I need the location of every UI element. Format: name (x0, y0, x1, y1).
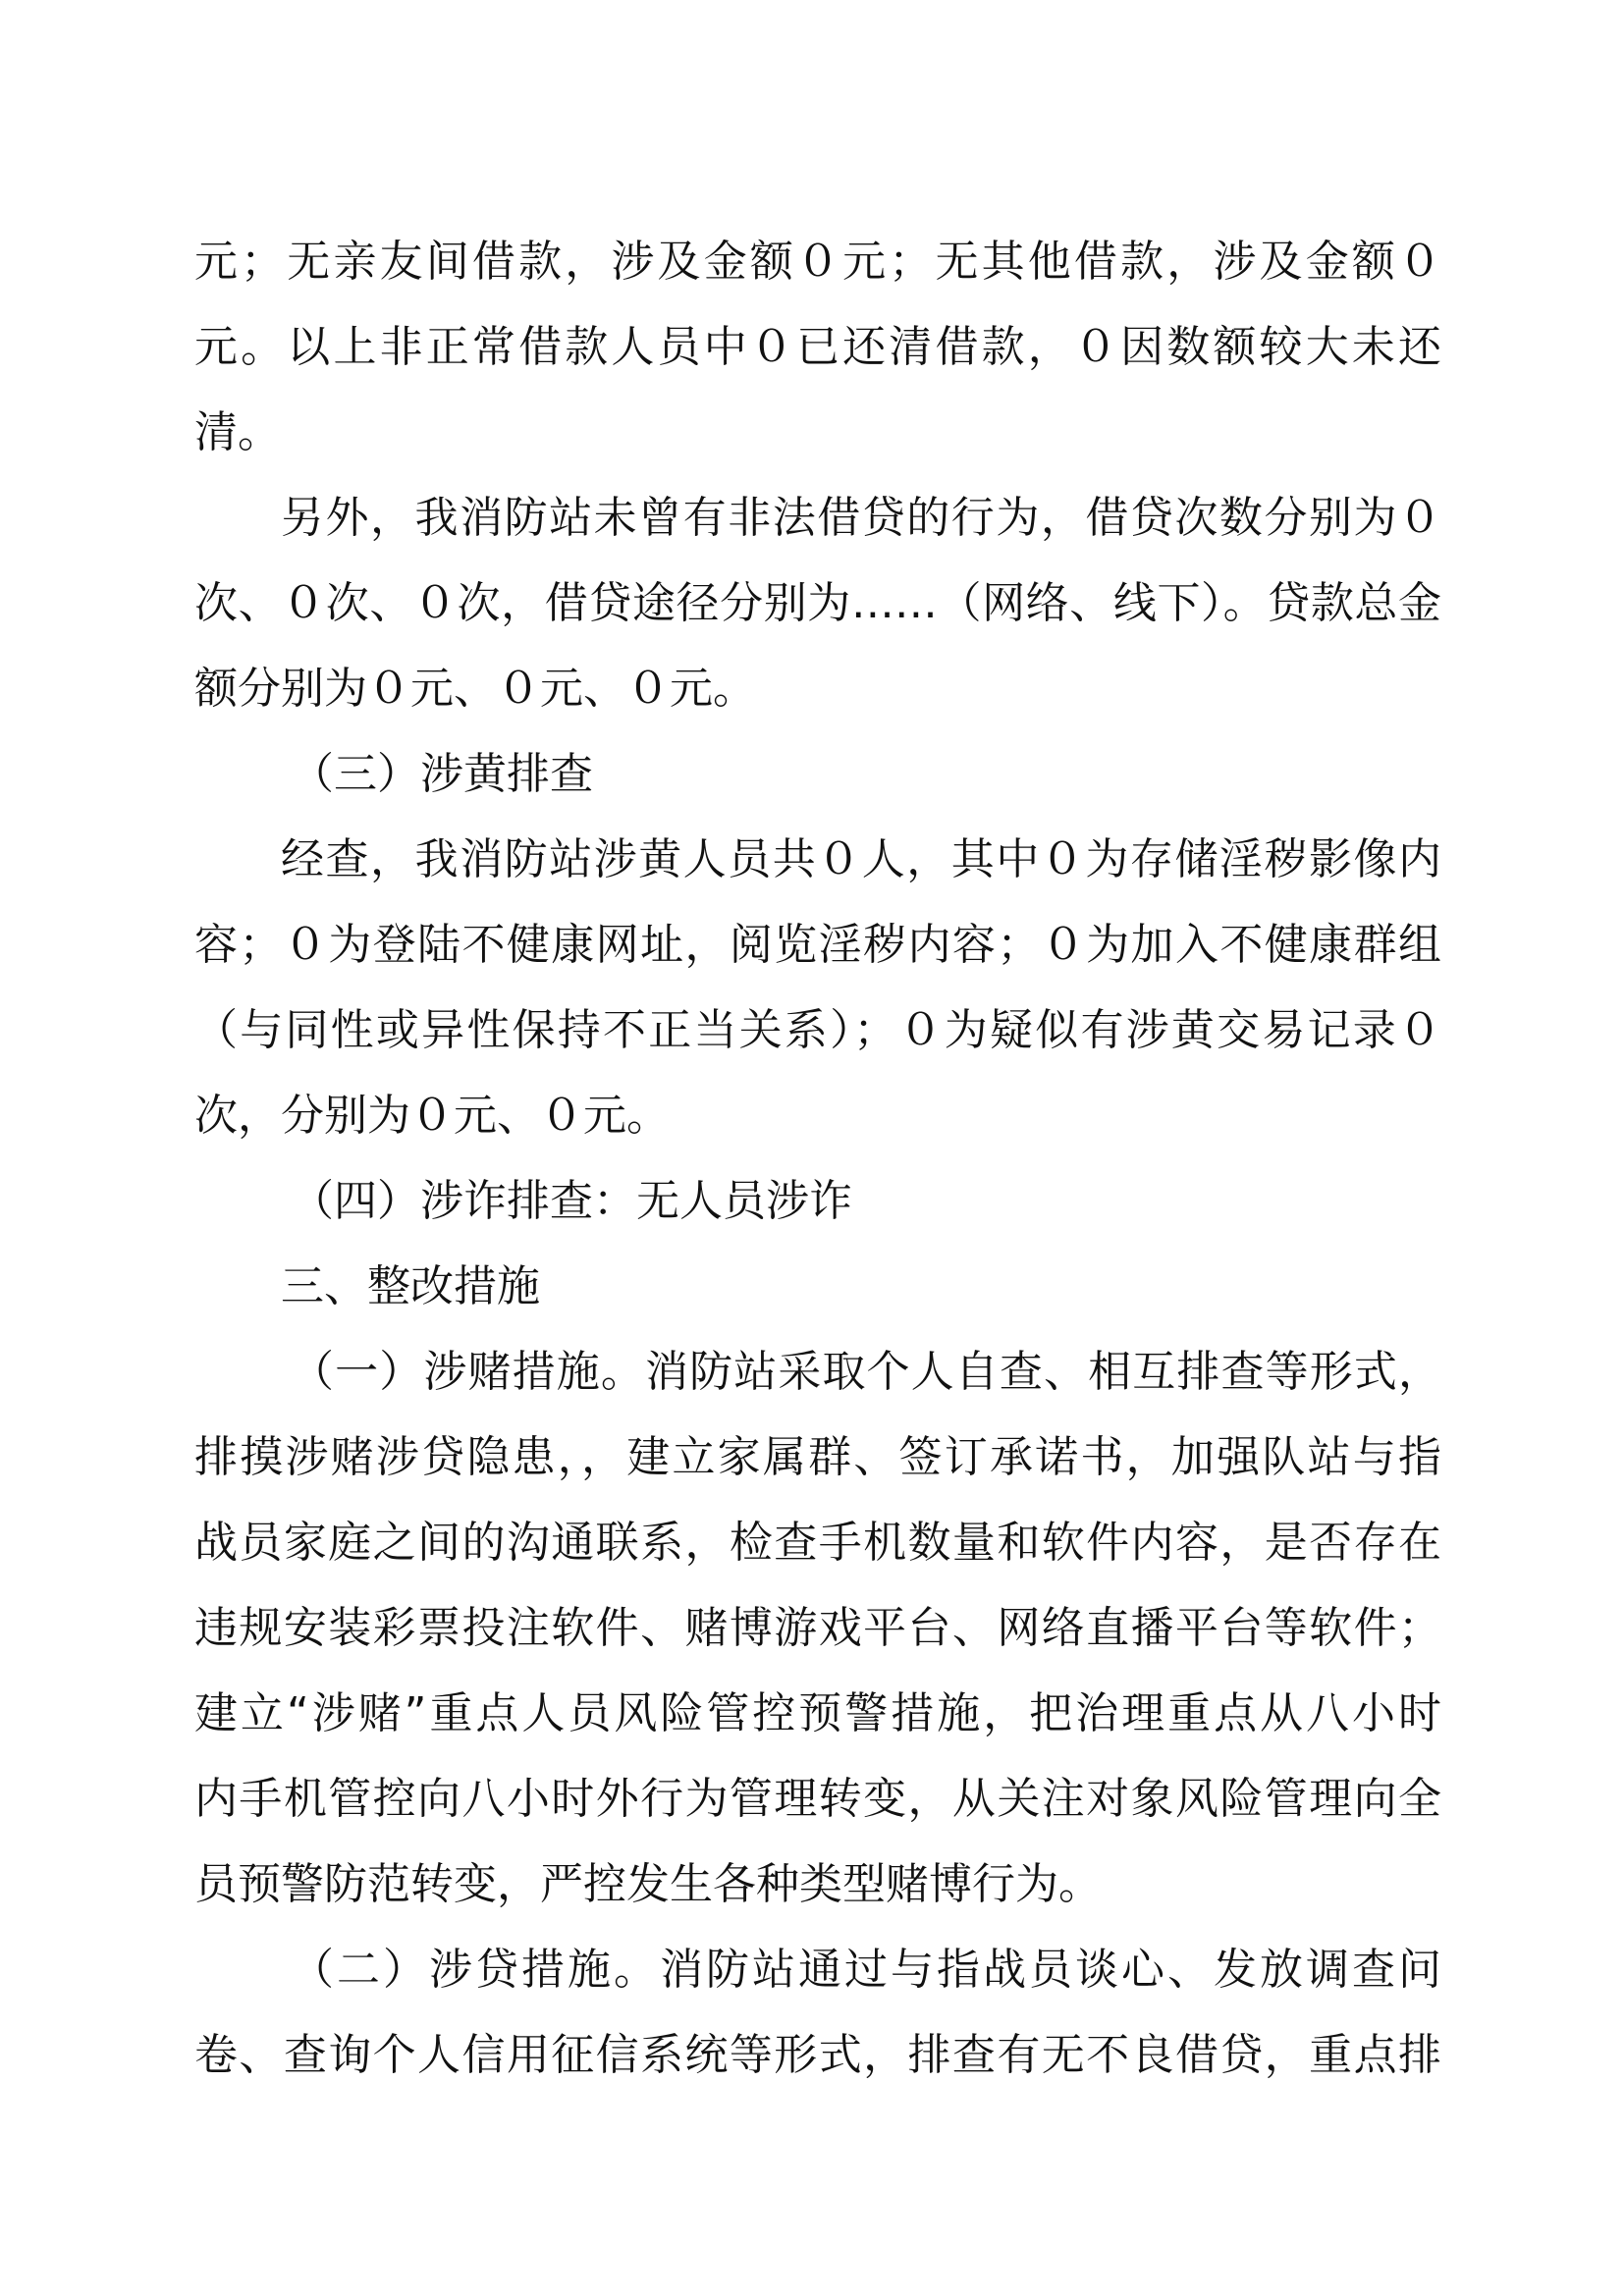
section-heading: （三）涉黄排查 (291, 749, 593, 799)
text-line: 元。以上非正常借款人员中０已还清借款，０因数额较大未还 (194, 322, 1441, 372)
text-line: （与同性或异性保持不正当关系）；０为疑似有涉黄交易记录０ (194, 1005, 1441, 1055)
text-line: 违规安装彩票投注软件、赌博游戏平台、网络直播平台等软件； (194, 1603, 1441, 1653)
paragraph-first-line: 经查，我消防站涉黄人员共０人，其中０为存储淫秽影像内 (281, 834, 1441, 884)
text-line: 内手机管控向八小时外行为管理转变，从关注对象风险管理向全 (194, 1774, 1441, 1824)
text-line: 额分别为０元、０元、０元。 (194, 664, 756, 714)
text-line: 清。 (194, 407, 281, 457)
paragraph-first-line: （二）涉贷措施。消防站通过与指战员谈心、发放调查问 (291, 1945, 1441, 1995)
text-line: 卷、查询个人信用征信系统等形式，排查有无不良借贷，重点排 (194, 2030, 1441, 2080)
text-line: 次，分别为０元、０元。 (194, 1091, 670, 1141)
section-heading: 三、整改措施 (281, 1261, 540, 1311)
text-line: 元；无亲友间借款，涉及金额０元；无其他借款，涉及金额０ (194, 237, 1441, 287)
text-line: 员预警防范转变，严控发生各种类型赌博行为。 (194, 1859, 1102, 1909)
text-line: 容；０为登陆不健康网址，阅览淫秽内容；０为加入不健康群组 (194, 920, 1441, 970)
section-heading: （四）涉诈排查：无人员涉诈 (291, 1176, 852, 1226)
text-line: 建立“涉赌”重点人员风险管控预警措施，把治理重点从八小时 (194, 1688, 1441, 1738)
paragraph-first-line: 另外，我消防站未曾有非法借贷的行为，借贷次数分别为０ (281, 493, 1441, 543)
text-line: 排摸涉赌涉贷隐患，，建立家属群、签订承诺书，加强队站与指 (194, 1432, 1441, 1482)
text-line: 战员家庭之间的沟通联系，检查手机数量和软件内容，是否存在 (194, 1518, 1441, 1568)
paragraph-first-line: （一）涉赌措施。消防站采取个人自查、相互排查等形式， (291, 1347, 1441, 1397)
text-line: 次、０次、０次，借贷途径分别为……（网络、线下）。贷款总金 (194, 578, 1441, 628)
